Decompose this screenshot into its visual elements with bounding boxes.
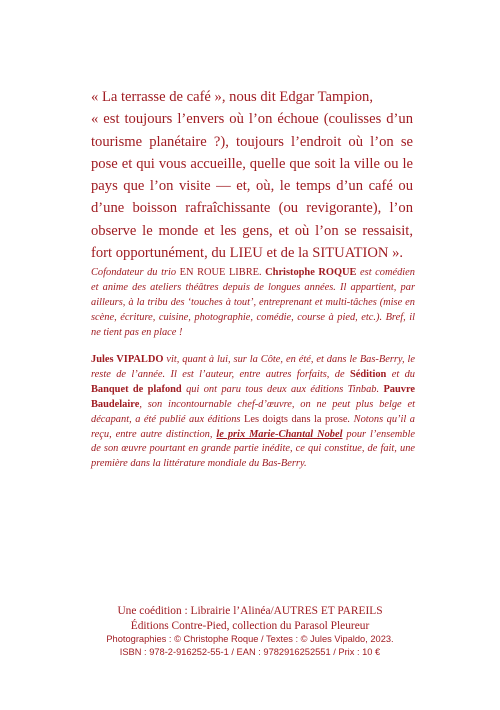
bio-vipaldo-name: Jules VIPALDO [91, 354, 164, 365]
bio-vipaldo [91, 353, 415, 472]
book-title-banquet: Banquet de plafond [91, 383, 182, 395]
colophon [60, 604, 440, 659]
bio-roque-text: est comédien et anime des ateliers théâtres depuis de longues années. Il appartient, par ailleurs, à la tribu des ‘touches à tout’, entreprenant et multi-tâches (mise en scène, écriture, cuisine, photographie, comédie, course à pied, etc.). Bref, il ne tient pas en place ! [91, 267, 415, 338]
colophon-credits: Photographies : © Christophe Roque / Textes : © Jules Vipaldo, 2023. [106, 634, 394, 644]
bio-vipaldo-text-4: , son incontournable chef-d’œuvre, on ne peut plus belge et décapant, a été publié aux éditions [91, 398, 415, 425]
bio-vipaldo-text-2: et du [386, 368, 415, 380]
bio-vipaldo-text-6: pour l’ensemble de son œuvre pourtant en grande partie inédite, ce qui constitue, de fait, une première dans la littérature mondiale du Bas-Berry. [91, 428, 415, 470]
bio-vipaldo-text-1: vit, quant à lui, sur la Côte, en été, et dans le Bas-Berry, le reste de l’année. Il est l’auteur, entre autres forfaits, de [91, 354, 415, 380]
bio-roque-name: Christophe ROQUE [265, 267, 357, 278]
bio-roque-intro: Cofondateur du trio [91, 267, 177, 278]
colophon-coedition: Une coédition : Librairie l’Alinéa/AUTRES ET PAREILS [117, 605, 383, 617]
publisher-name: Les doigts dans la prose [244, 413, 348, 425]
quote-body: « est toujours l’envers où l’on échoue (coulisses d’un tourisme planétaire ?), toujours l’endroit où l’on se pose et qui vous accueille, quelle que soit la ville ou le pays que l’on visite — et, où, le temps d’un café ou d’une boisson rafraîchissante (ou revigorante), l’on observe le monde et les gens, et où l’on se ressaisit, fort opportunément, du LIEU et de la SITUATION ». [91, 111, 413, 262]
bio-roque [91, 266, 415, 341]
quote-line-1: « La terrasse de café », nous dit Edgar Tampion, [91, 89, 373, 105]
book-title-sedition: Sédition [349, 368, 387, 380]
bio-vipaldo-text-5: . Notons qu’il a reçu, entre autre distinction, [91, 413, 415, 440]
colophon-collection: Éditions Contre-Pied, collection du Parasol Pleureur [130, 620, 370, 632]
colophon-isbn: ISBN : 978-2-916252-55-1 / EAN : 9782916252551 / Prix : 10 € [119, 647, 381, 657]
bio-vipaldo-text-3: qui ont paru tous deux aux éditions Tinbab. [181, 383, 384, 395]
prize-name: le prix Marie-Chantal Nobel [216, 428, 343, 440]
book-title-baudelaire: Pauvre Baudelaire [91, 383, 415, 410]
bio-roque-trio: EN ROUE LIBRE. [176, 267, 266, 278]
quote-block [91, 86, 413, 264]
